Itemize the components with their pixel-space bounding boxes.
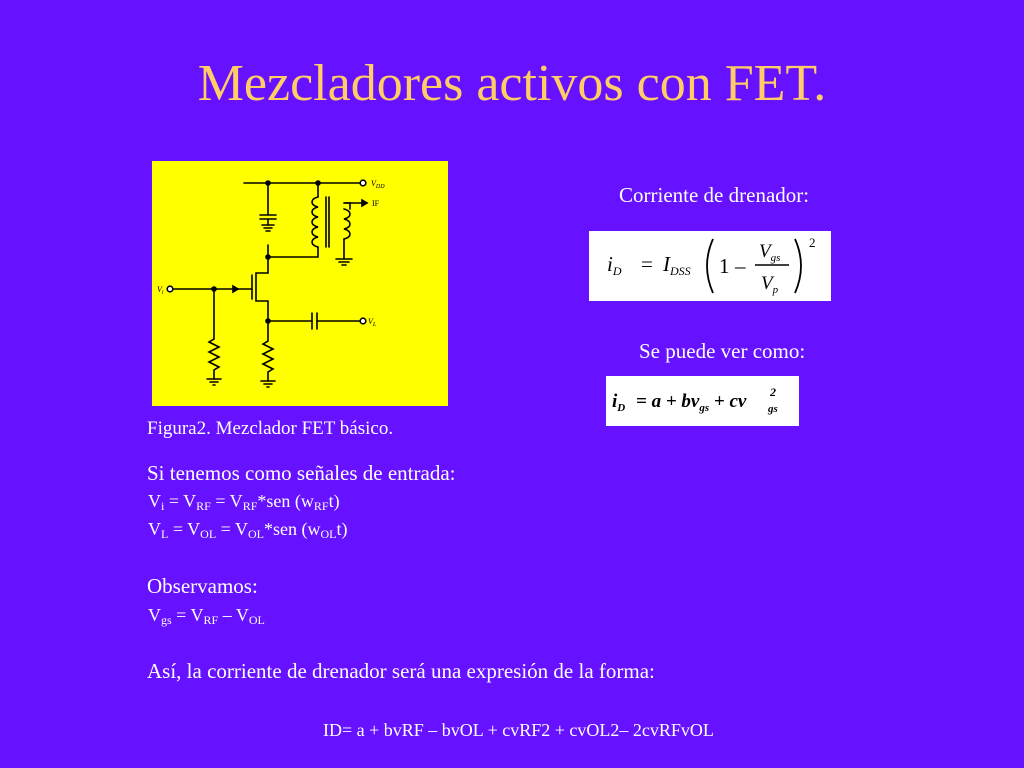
drain-current-formula — [589, 231, 831, 301]
transformer-secondary-coil — [344, 209, 350, 239]
inputs-heading: Si tenemos como señales de entrada: — [147, 461, 456, 485]
vi-label: $V_i$ — [157, 285, 164, 296]
decoupling-capacitor — [260, 183, 276, 225]
formula1-close-paren — [795, 239, 801, 293]
if-output-label: IF — [372, 199, 380, 208]
vdd-terminal — [360, 180, 366, 186]
fet-channel — [256, 273, 268, 301]
formula1-equals: = — [641, 252, 653, 276]
observe-heading: Observamos: — [147, 574, 258, 598]
fet-mixer-circuit-figure — [152, 161, 448, 406]
formula1-one: 1 — [719, 254, 730, 278]
formula1-numerator: $V_{gs}$ — [759, 241, 781, 264]
vl-signal-equation: $V_L = V_{OL} = V_{OL}*sen$ $(w_{OL}t)$ — [148, 519, 348, 541]
quadratic-approximation — [606, 376, 799, 426]
formula1-denominator: $V_p$ — [761, 273, 779, 296]
vl-label: $V_L$ — [368, 317, 377, 328]
gate-resistor — [209, 289, 219, 379]
vl-terminal — [360, 318, 366, 324]
formula2-linear-term: = $a + bv_{gs}$ + cv — [636, 391, 747, 414]
formula2-gs-subscript: gs — [768, 403, 778, 415]
source-resistor — [263, 321, 273, 381]
vdd-label: $V_{DD}$ — [371, 179, 385, 190]
formula1-lhs: iD — [607, 252, 622, 278]
formula1-coefficient: IDSS — [663, 252, 691, 278]
transformer-primary-coil — [312, 197, 318, 247]
final-expression: ID= a + bvRF – bvOL + cvRF2 + cvOL2– 2cvRFvOL — [323, 720, 714, 740]
formula1-open-paren — [707, 239, 713, 293]
formula2-exponent: 2 — [770, 385, 776, 399]
fet-mixer-schematic — [152, 161, 448, 406]
transformer-core — [326, 197, 329, 247]
vi-terminal — [167, 286, 173, 292]
quadratic-formula — [606, 376, 799, 426]
vgs-equation: $V_{gs} = V_{RF} - V_{OL}$ — [148, 605, 265, 627]
alternative-form-label: Se puede ver como: — [639, 339, 806, 363]
slide-title: Mezcladores activos con FET. — [197, 55, 827, 112]
drain-current-label: Corriente de drenador: — [619, 183, 810, 207]
formula2-lhs: $i_D$ — [612, 391, 626, 414]
formula1-minus: – — [735, 254, 746, 278]
shockley-equation — [589, 231, 831, 301]
conclusion-text: Así, la corriente de drenador será una expresión de la forma: — [147, 659, 655, 683]
vi-signal-equation: $V_i = V_{RF} = V_{RF}*sen$ $(w_{RF}t)$ — [148, 491, 340, 513]
formula1-exponent: 2 — [809, 235, 816, 250]
figure-caption: Figura2. Mezclador FET básico. — [147, 418, 394, 439]
